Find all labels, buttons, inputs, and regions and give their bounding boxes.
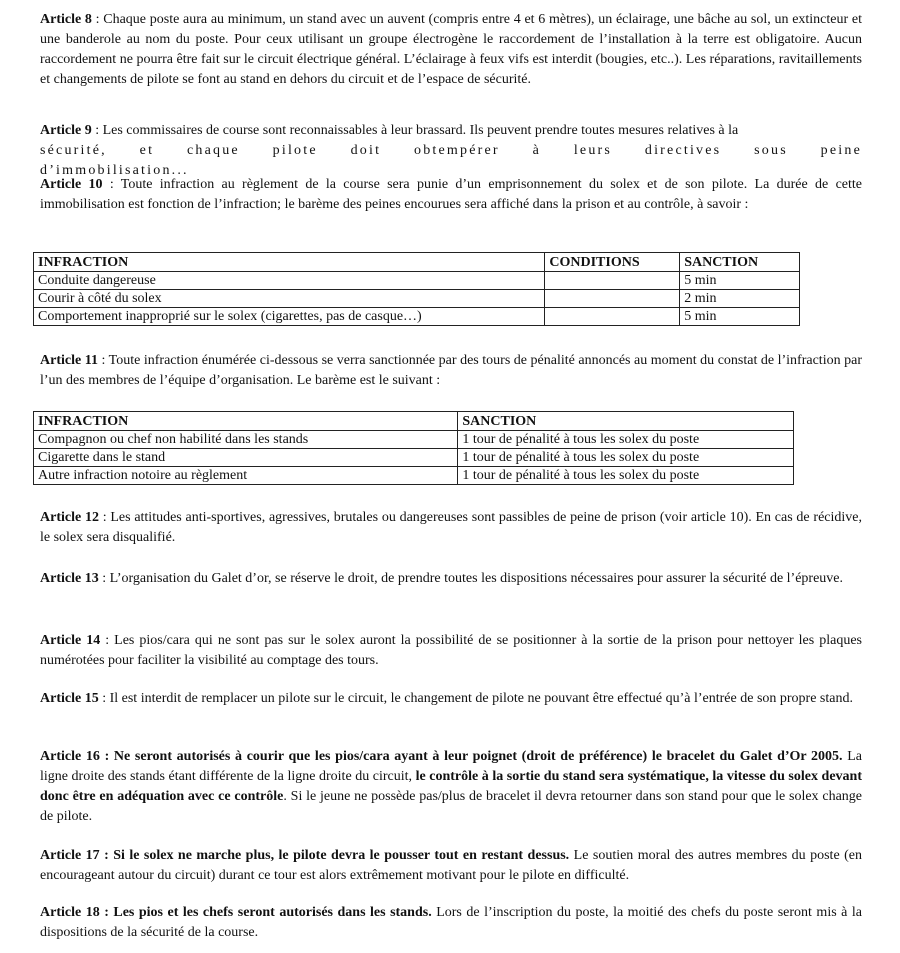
article-text: . Si le jeune ne possède pas/plus de bracelet il devra retourner dans son stand pour que le solex change de pilote.: [40, 789, 862, 824]
table-row: [34, 272, 800, 290]
article-text-line2: sécurité, et chaque pilote doit obtempérer à leurs directives sous peine d’immobilisation...: [40, 143, 862, 178]
table-header-row: [34, 412, 794, 431]
cell-sanction: 1 tour de pénalité à tous les solex du poste: [458, 431, 794, 449]
cell-infraction: Autre infraction notoire au règlement: [34, 467, 458, 485]
article-label: Article 10: [40, 177, 103, 192]
article-label: Article 12: [40, 510, 99, 525]
article-label: Article 14: [40, 633, 101, 648]
article-13: [40, 569, 862, 589]
article-label: Article 9: [40, 123, 92, 138]
article-bold-text: : Les pios et les chefs seront autorisés dans les stands.: [99, 905, 432, 920]
article-14: [40, 631, 862, 671]
article-bold-text: : Si le solex ne marche plus, le pilote devra le pousser tout en restant dessus.: [99, 848, 570, 863]
article-label: Article 18: [40, 905, 100, 920]
article-label: Article 13: [40, 571, 99, 586]
article-label: Article 16: [40, 749, 100, 764]
table-header-row: [34, 253, 800, 272]
article-text: : Les commissaires de course sont reconnaissables à leur brassard. Ils peuvent prendre toutes mesures relatives à la: [91, 123, 739, 138]
article-16: [40, 747, 862, 827]
header-conditions: CONDITIONS: [545, 253, 680, 272]
table-row: [34, 308, 800, 326]
cell-sanction: 1 tour de pénalité à tous les solex du poste: [458, 467, 794, 485]
cell-infraction: Compagnon ou chef non habilité dans les stands: [34, 431, 458, 449]
cell-conditions: [545, 308, 680, 326]
article-12: [40, 508, 862, 548]
cell-infraction: Comportement inapproprié sur le solex (cigarettes, pas de casque…): [34, 308, 545, 326]
article-label: Article 8: [40, 12, 92, 27]
cell-conditions: [545, 272, 680, 290]
article-text: Le soutien moral des autres membres du poste (en encourageant autour du circuit) durant ce tour est alors extrêmement motivant pour le pilote en difficulté.: [40, 848, 862, 883]
article-label: Article 17: [40, 848, 100, 863]
article-label: Article 11: [40, 353, 98, 368]
table-row: [34, 467, 794, 485]
article-8: [40, 10, 862, 90]
cell-infraction: Conduite dangereuse: [34, 272, 545, 290]
article-label: Article 15: [40, 691, 99, 706]
article-18: [40, 903, 862, 943]
article-11: [40, 351, 862, 391]
cell-sanction: 1 tour de pénalité à tous les solex du poste: [458, 449, 794, 467]
article-17: [40, 846, 862, 886]
article-text: : L’organisation du Galet d’or, se réserve le droit, de prendre toutes les dispositions nécessaires pour assurer la sécurité de l’épreuve.: [98, 571, 844, 586]
article-text: : Toute infraction énumérée ci-dessous se verra sanctionnée par des tours de pénalité annoncés au moment du constat de l’infraction par l’un des membres de l’équipe d’organisation. Le barème est le suivant :: [40, 353, 862, 388]
table-row: [34, 449, 794, 467]
article-text: : Les pios/cara qui ne sont pas sur le solex auront la possibilité de se positionner à la sortie de la prison pour nettoyer les plaques numérotées pour faciliter la visibilité au comptage des tours.: [40, 633, 862, 668]
article-text: : Chaque poste aura au minimum, un stand avec un auvent (compris entre 4 et 6 mètres), un éclairage, une bâche au sol, un extincteur et une banderole au nom du poste. Pour ceux utilisant un groupe électrogène le raccordement de l’installation à la terre est obligatoire. Aucun raccordement ne pourra être fait sur le circuit électrique général. L’éclairage à feux vifs est interdit (bougies, etc..). Les réparations, ravitaillements et changements de pilote se font au stand en dehors du circuit et de l’espace de sécurité.: [40, 12, 862, 87]
article-text: Lors de l’inscription du poste, la moitié des chefs du poste seront mis à la dispositions de la sécurité de la course.: [40, 905, 862, 940]
article-10: [40, 175, 862, 215]
cell-sanction: 2 min: [680, 290, 800, 308]
cell-conditions: [545, 290, 680, 308]
cell-sanction: 5 min: [680, 308, 800, 326]
article-text: : Les attitudes anti-sportives, agressives, brutales ou dangereuses sont passibles de peine de prison (voir article 10). En cas de récidive, le solex sera disqualifié.: [40, 510, 862, 545]
article-15: [40, 689, 862, 709]
prison-sanctions-table: [33, 252, 800, 326]
header-sanction: SANCTION: [680, 253, 800, 272]
header-sanction: SANCTION: [458, 412, 794, 431]
article-text: La ligne droite des stands étant différente de la ligne droite du circuit,: [40, 749, 863, 784]
article-bold-text: : Ne seront autorisés à courir que les pios/cara ayant à leur poignet (droit de préférence) le bracelet du Galet d’Or 2005.: [99, 749, 843, 764]
cell-infraction: Cigarette dans le stand: [34, 449, 458, 467]
penalty-laps-table: [33, 411, 794, 485]
article-text: : Toute infraction au règlement de la course sera punie d’un emprisonnement du solex et de son pilote. La durée de cette immobilisation est fonction de l’infraction; le barème des peines encourues sera affiché dans la prison et au contrôle, à savoir :: [40, 177, 862, 212]
header-infraction: INFRACTION: [34, 412, 458, 431]
table-row: [34, 431, 794, 449]
cell-infraction: Courir à côté du solex: [34, 290, 545, 308]
article-bold-text: le contrôle à la sortie du stand sera systématique, la vitesse du solex devant donc être en adéquation avec ce contrôle: [40, 769, 862, 804]
article-9: [40, 121, 862, 181]
cell-sanction: 5 min: [680, 272, 800, 290]
table-row: [34, 290, 800, 308]
article-text: : Il est interdit de remplacer un pilote sur le circuit, le changement de pilote ne pouvant être effectué qu’à l’entrée de son propre stand.: [98, 691, 853, 706]
header-infraction: INFRACTION: [34, 253, 545, 272]
